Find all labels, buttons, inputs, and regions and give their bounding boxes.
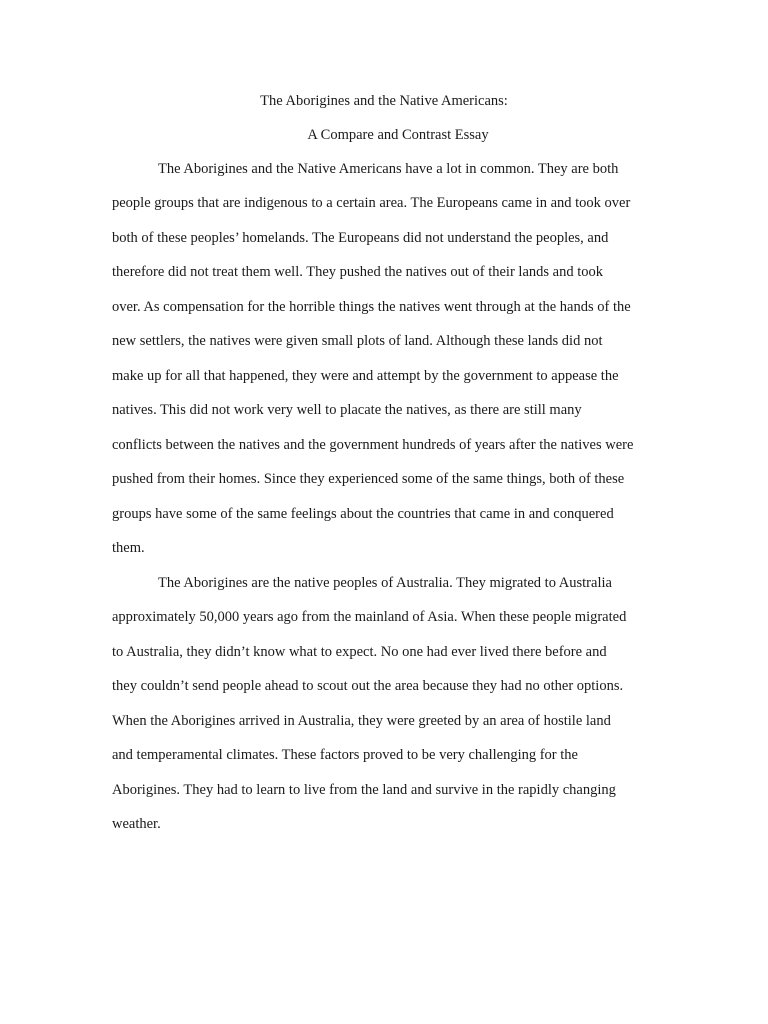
paragraph-1-line-2: people groups that are indigenous to a certain area. The Europeans came in and took over [112,195,631,211]
paragraph-2-line-4: they couldn’t send people ahead to scout out the area because they had no other options. [112,678,624,694]
paragraph-1-line-5: over. As compensation for the horrible things the natives went through at the hands of the [112,299,631,315]
paragraph-2-line-6: and temperamental climates. These factors proved to be very challenging for the [112,747,578,763]
essay-title: The Aborigines and the Native Americans: [260,93,508,109]
paragraph-1-line-7: make up for all that happened, they were and attempt by the government to appease the [112,368,619,384]
paragraph-1-line-1: The Aborigines and the Native Americans have a lot in common. They are both [158,161,619,177]
essay-subtitle: A Compare and Contrast Essay [307,127,489,143]
paragraph-1-line-10: pushed from their homes. Since they experienced some of the same things, both of these [112,471,625,487]
paragraph-1-line-8: natives. This did not work very well to placate the natives, as there are still many [112,402,582,418]
paragraph-2-line-7: Aborigines. They had to learn to live from the land and survive in the rapidly changing [112,782,616,798]
paragraph-1-line-6: new settlers, the natives were given small plots of land. Although these lands did not [112,333,603,349]
paragraph-1-line-4: therefore did not treat them well. They pushed the natives out of their lands and took [112,264,603,280]
paragraph-1-line-11: groups have some of the same feelings about the countries that came in and conquered [112,506,614,522]
paragraph-1-line-3: both of these peoples’ homelands. The Europeans did not understand the peoples, and [112,230,609,246]
paragraph-2-line-3: to Australia, they didn’t know what to expect. No one had ever lived there before and [112,644,607,660]
paragraph-2-line-2: approximately 50,000 years ago from the mainland of Asia. When these people migrated [112,609,627,625]
paragraph-1-line-9: conflicts between the natives and the government hundreds of years after the natives were [112,437,634,453]
paragraph-2-line-1: The Aborigines are the native peoples of Australia. They migrated to Australia [158,575,612,591]
paragraph-1-line-12: them. [112,540,145,556]
paragraph-2-line-8: weather. [112,816,161,832]
paragraph-2-line-5: When the Aborigines arrived in Australia, they were greeted by an area of hostile land [112,713,611,729]
